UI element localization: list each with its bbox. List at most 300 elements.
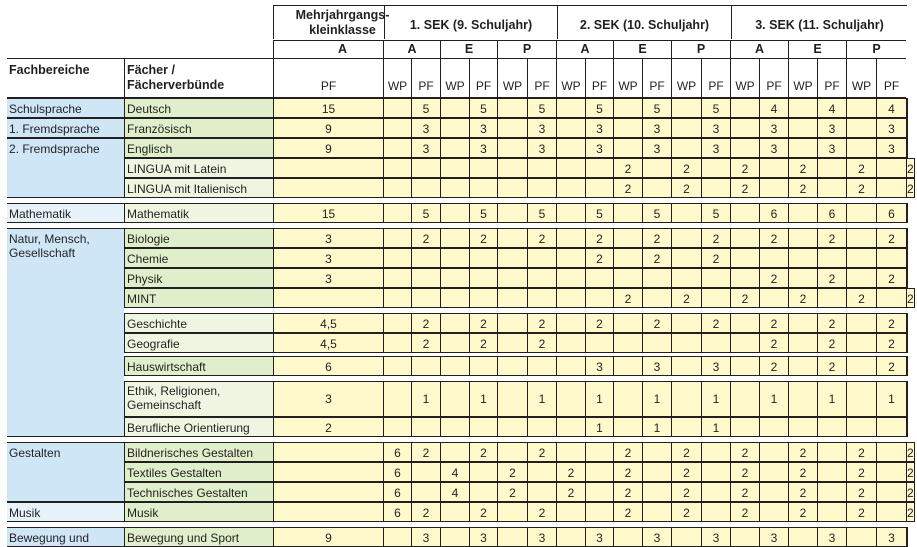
value-cell: 1 <box>701 381 730 417</box>
value-cell: 2 <box>817 356 846 376</box>
value-cell: 3 <box>642 118 671 138</box>
value-cell: 1 <box>527 381 556 417</box>
value-cell: 3 <box>527 527 556 547</box>
value-cell <box>497 527 527 547</box>
value-cell: 2 <box>730 442 759 462</box>
value-cell <box>411 462 440 482</box>
value-cell <box>817 417 846 437</box>
value-cell: 2 <box>846 482 876 502</box>
value-cell <box>759 417 788 437</box>
header-sek3: 3. SEK (11. Schuljahr) <box>731 5 907 39</box>
value-cell <box>497 158 527 178</box>
value-cell <box>846 313 876 333</box>
value-cell: 2 <box>846 178 876 198</box>
value-cell: 3 <box>585 356 613 376</box>
value-cell <box>383 203 411 223</box>
value-cell <box>497 313 527 333</box>
value-cell <box>730 248 759 268</box>
value-cell <box>585 158 613 178</box>
value-cell <box>759 442 788 462</box>
header-wp: WP <box>846 58 876 98</box>
value-cell <box>788 333 817 353</box>
value-cell: 3 <box>642 356 671 376</box>
value-cell <box>273 442 383 462</box>
value-cell <box>788 228 817 248</box>
value-cell: 2 <box>613 178 642 198</box>
value-cell <box>440 118 469 138</box>
value-cell <box>759 482 788 502</box>
value-cell: 2 <box>273 417 383 437</box>
value-cell <box>273 178 383 198</box>
value-cell: 2 <box>613 482 642 502</box>
value-cell: 6 <box>383 482 411 502</box>
value-cell <box>585 482 613 502</box>
subject-label: Bewegung und Sport <box>124 527 273 547</box>
value-cell: 5 <box>585 98 613 118</box>
value-cell: 2 <box>876 333 906 353</box>
value-cell: 4 <box>440 482 469 502</box>
level-label: A <box>383 40 440 58</box>
value-cell: 2 <box>876 228 906 248</box>
value-cell <box>730 138 759 158</box>
value-cell <box>671 313 701 333</box>
value-cell: 2 <box>527 502 556 522</box>
value-cell: 3 <box>469 138 497 158</box>
value-cell: 2 <box>469 442 497 462</box>
value-cell <box>383 288 411 308</box>
value-cell <box>527 178 556 198</box>
value-cell <box>642 442 671 462</box>
value-cell <box>846 118 876 138</box>
value-cell <box>846 268 876 288</box>
value-cell <box>730 333 759 353</box>
value-cell: 2 <box>788 288 817 308</box>
value-cell: 1 <box>585 417 613 437</box>
value-cell: 2 <box>846 158 876 178</box>
value-cell <box>556 268 585 288</box>
value-cell <box>642 482 671 502</box>
subject-label: Musik <box>124 502 273 522</box>
value-cell <box>642 158 671 178</box>
value-cell <box>817 482 846 502</box>
value-cell <box>497 333 527 353</box>
value-cell <box>701 268 730 288</box>
value-cell <box>556 417 585 437</box>
level-label: P <box>497 40 556 58</box>
value-cell <box>527 268 556 288</box>
value-cell <box>876 482 906 502</box>
header-wp: WP <box>383 58 411 98</box>
subject-label: MINT <box>124 288 273 308</box>
value-cell: 2 <box>876 268 906 288</box>
value-cell: 6 <box>383 462 411 482</box>
value-cell <box>527 248 556 268</box>
value-cell <box>383 98 411 118</box>
level-label: E <box>440 40 497 58</box>
area-label: Gestalten <box>7 442 124 502</box>
value-cell: 2 <box>759 268 788 288</box>
value-cell <box>730 356 759 376</box>
header-wp: WP <box>730 58 759 98</box>
value-cell: 2 <box>817 268 846 288</box>
value-cell: 2 <box>469 228 497 248</box>
value-cell <box>759 248 788 268</box>
value-cell <box>906 248 908 268</box>
value-cell: 2 <box>730 462 759 482</box>
value-cell: 2 <box>671 482 701 502</box>
value-cell <box>440 313 469 333</box>
value-cell <box>556 313 585 333</box>
value-cell <box>556 228 585 248</box>
value-cell: 2 <box>671 158 701 178</box>
value-cell <box>671 203 701 223</box>
header-pf: PF <box>759 58 788 98</box>
level-label: E <box>613 40 671 58</box>
value-cell: 2 <box>701 313 730 333</box>
value-cell <box>906 228 908 248</box>
subject-label: Textiles Gestalten <box>124 462 273 482</box>
value-cell: 2 <box>701 248 730 268</box>
value-cell <box>817 288 846 308</box>
value-cell <box>730 313 759 333</box>
value-cell <box>469 158 497 178</box>
value-cell <box>469 482 497 502</box>
value-cell: 3 <box>273 268 383 288</box>
value-cell <box>440 178 469 198</box>
value-cell <box>846 381 876 417</box>
value-cell <box>642 268 671 288</box>
value-cell <box>846 98 876 118</box>
value-cell: 3 <box>527 118 556 138</box>
value-cell <box>788 268 817 288</box>
area-label: Mathematik <box>7 203 124 223</box>
value-cell: 2 <box>846 288 876 308</box>
value-cell <box>440 381 469 417</box>
value-cell: 2 <box>906 158 915 178</box>
value-cell: 6 <box>759 203 788 223</box>
value-cell <box>906 268 908 288</box>
header-wp: WP <box>613 58 642 98</box>
value-cell <box>440 442 469 462</box>
value-cell <box>440 356 469 376</box>
value-cell <box>411 248 440 268</box>
value-cell <box>876 442 906 462</box>
value-cell: 4 <box>876 98 906 118</box>
value-cell <box>876 248 906 268</box>
value-cell <box>440 248 469 268</box>
value-cell <box>497 502 527 522</box>
value-cell <box>440 268 469 288</box>
value-cell: 5 <box>585 203 613 223</box>
value-cell: 6 <box>383 502 411 522</box>
value-cell <box>556 527 585 547</box>
value-cell <box>469 462 497 482</box>
value-cell: 2 <box>759 313 788 333</box>
header-wp: WP <box>788 58 817 98</box>
value-cell <box>671 118 701 138</box>
value-cell <box>585 502 613 522</box>
value-cell <box>788 381 817 417</box>
value-cell <box>613 333 642 353</box>
area-label: 1. Fremdsprache <box>7 118 124 138</box>
value-cell <box>411 288 440 308</box>
value-cell <box>469 178 497 198</box>
value-cell <box>497 268 527 288</box>
value-cell <box>556 288 585 308</box>
value-cell <box>730 98 759 118</box>
value-cell: 3 <box>701 138 730 158</box>
value-cell <box>411 178 440 198</box>
value-cell: 1 <box>642 417 671 437</box>
value-cell <box>440 417 469 437</box>
value-cell <box>497 138 527 158</box>
value-cell <box>527 158 556 178</box>
subject-label: Berufliche Orientierung <box>124 417 273 437</box>
value-cell: 15 <box>273 98 383 118</box>
value-cell <box>788 356 817 376</box>
value-cell <box>730 203 759 223</box>
value-cell: 1 <box>701 417 730 437</box>
level-label: A <box>730 40 788 58</box>
value-cell: 2 <box>556 462 585 482</box>
value-cell <box>440 158 469 178</box>
value-cell <box>876 158 906 178</box>
value-cell: 3 <box>527 138 556 158</box>
area-label: 2. Fremdsprache <box>7 138 124 198</box>
value-cell: 9 <box>273 527 383 547</box>
value-cell: 2 <box>613 502 642 522</box>
value-cell: 9 <box>273 138 383 158</box>
value-cell <box>440 228 469 248</box>
value-cell: 2 <box>469 502 497 522</box>
value-cell: 2 <box>497 482 527 502</box>
value-cell: 2 <box>906 462 915 482</box>
value-cell: 2 <box>876 356 906 376</box>
value-cell <box>906 381 908 417</box>
value-cell <box>671 138 701 158</box>
level-label: A <box>273 40 411 58</box>
value-cell <box>497 118 527 138</box>
value-cell: 5 <box>469 98 497 118</box>
header-mehrjahrgang: Mehrjahrgangs- kleinklasse <box>273 5 411 39</box>
value-cell <box>817 158 846 178</box>
value-cell: 2 <box>671 462 701 482</box>
value-cell <box>642 333 671 353</box>
value-cell <box>730 118 759 138</box>
header-pf: PF <box>527 58 556 98</box>
value-cell <box>642 502 671 522</box>
subject-label: Physik <box>124 268 273 288</box>
value-cell: 2 <box>585 313 613 333</box>
value-cell: 9 <box>273 118 383 138</box>
value-cell <box>788 203 817 223</box>
value-cell: 2 <box>906 442 915 462</box>
value-cell <box>671 356 701 376</box>
value-cell <box>411 356 440 376</box>
value-cell: 3 <box>817 138 846 158</box>
value-cell: 5 <box>411 203 440 223</box>
header-faecher: Fächer / Fächerverbünde <box>124 58 273 98</box>
value-cell: 6 <box>383 442 411 462</box>
value-cell: 2 <box>411 442 440 462</box>
value-cell: 2 <box>788 462 817 482</box>
value-cell <box>613 268 642 288</box>
value-cell <box>497 98 527 118</box>
value-cell <box>671 333 701 353</box>
value-cell <box>469 417 497 437</box>
level-label: P <box>846 40 906 58</box>
value-cell <box>906 118 908 138</box>
value-cell: 2 <box>730 482 759 502</box>
value-cell <box>440 288 469 308</box>
value-cell: 2 <box>671 442 701 462</box>
value-cell: 2 <box>906 482 915 502</box>
value-cell <box>906 138 908 158</box>
value-cell: 3 <box>701 527 730 547</box>
header-pf: PF <box>642 58 671 98</box>
value-cell: 3 <box>876 527 906 547</box>
value-cell: 2 <box>671 288 701 308</box>
value-cell <box>701 502 730 522</box>
value-cell <box>759 178 788 198</box>
value-cell: 6 <box>876 203 906 223</box>
value-cell: 2 <box>846 462 876 482</box>
value-cell <box>788 98 817 118</box>
subject-label: Biologie <box>124 228 273 248</box>
value-cell <box>846 138 876 158</box>
value-cell <box>730 228 759 248</box>
value-cell: 5 <box>527 203 556 223</box>
value-cell <box>585 462 613 482</box>
value-cell <box>906 333 908 353</box>
value-cell <box>497 356 527 376</box>
value-cell <box>411 158 440 178</box>
value-cell: 3 <box>469 527 497 547</box>
value-cell: 6 <box>273 356 383 376</box>
value-cell: 2 <box>730 178 759 198</box>
area-label: Bewegung und <box>7 527 124 547</box>
value-cell <box>846 417 876 437</box>
value-cell <box>383 158 411 178</box>
value-cell: 2 <box>411 333 440 353</box>
level-label: A <box>556 40 613 58</box>
value-cell <box>585 288 613 308</box>
subject-label: Deutsch <box>124 98 273 118</box>
value-cell <box>497 417 527 437</box>
value-cell <box>701 333 730 353</box>
value-cell <box>701 158 730 178</box>
value-cell <box>440 138 469 158</box>
value-cell <box>846 228 876 248</box>
value-cell: 2 <box>527 442 556 462</box>
value-cell <box>440 203 469 223</box>
value-cell <box>788 138 817 158</box>
value-cell <box>730 527 759 547</box>
value-cell: 2 <box>817 313 846 333</box>
value-cell: 2 <box>613 288 642 308</box>
value-cell: 5 <box>469 203 497 223</box>
value-cell: 1 <box>585 381 613 417</box>
value-cell <box>556 502 585 522</box>
value-cell <box>671 381 701 417</box>
value-cell <box>527 288 556 308</box>
value-cell <box>527 482 556 502</box>
value-cell <box>527 417 556 437</box>
value-cell: 2 <box>906 502 915 522</box>
value-cell <box>383 313 411 333</box>
value-cell <box>527 356 556 376</box>
value-cell: 2 <box>613 462 642 482</box>
value-cell <box>671 228 701 248</box>
value-cell: 4,5 <box>273 333 383 353</box>
value-cell: 2 <box>527 228 556 248</box>
value-cell <box>613 356 642 376</box>
value-cell: 2 <box>469 313 497 333</box>
value-cell <box>876 178 906 198</box>
value-cell <box>440 98 469 118</box>
value-cell <box>585 333 613 353</box>
value-cell: 5 <box>701 203 730 223</box>
header-pf: PF <box>876 58 906 98</box>
subject-label: Englisch <box>124 138 273 158</box>
value-cell <box>671 527 701 547</box>
value-cell <box>642 178 671 198</box>
value-cell <box>613 118 642 138</box>
value-cell <box>469 288 497 308</box>
header-pf: PF <box>701 58 730 98</box>
value-cell <box>613 381 642 417</box>
value-cell <box>383 381 411 417</box>
subject-label: Französisch <box>124 118 273 138</box>
value-cell <box>906 417 908 437</box>
value-cell <box>906 313 908 333</box>
value-cell <box>469 356 497 376</box>
value-cell: 4 <box>817 98 846 118</box>
value-cell <box>556 356 585 376</box>
value-cell <box>383 333 411 353</box>
value-cell: 2 <box>788 502 817 522</box>
value-cell <box>585 442 613 462</box>
value-cell <box>906 356 908 376</box>
header-sek1: 1. SEK (9. Schuljahr) <box>384 5 557 39</box>
header-wp: WP <box>497 58 527 98</box>
value-cell <box>497 228 527 248</box>
value-cell: 2 <box>613 442 642 462</box>
value-cell <box>701 462 730 482</box>
value-cell <box>383 178 411 198</box>
value-cell <box>383 228 411 248</box>
value-cell <box>613 228 642 248</box>
value-cell <box>556 333 585 353</box>
value-cell <box>730 268 759 288</box>
value-cell <box>383 417 411 437</box>
value-cell: 2 <box>788 158 817 178</box>
value-cell <box>383 356 411 376</box>
value-cell: 3 <box>642 138 671 158</box>
value-cell <box>440 502 469 522</box>
value-cell <box>556 381 585 417</box>
value-cell <box>906 98 908 118</box>
value-cell <box>759 502 788 522</box>
value-cell <box>497 381 527 417</box>
value-cell <box>556 118 585 138</box>
value-cell <box>788 313 817 333</box>
value-cell: 2 <box>788 442 817 462</box>
value-cell: 4 <box>440 462 469 482</box>
value-cell: 1 <box>469 381 497 417</box>
value-cell <box>497 248 527 268</box>
subject-label: Geschichte <box>124 313 273 333</box>
